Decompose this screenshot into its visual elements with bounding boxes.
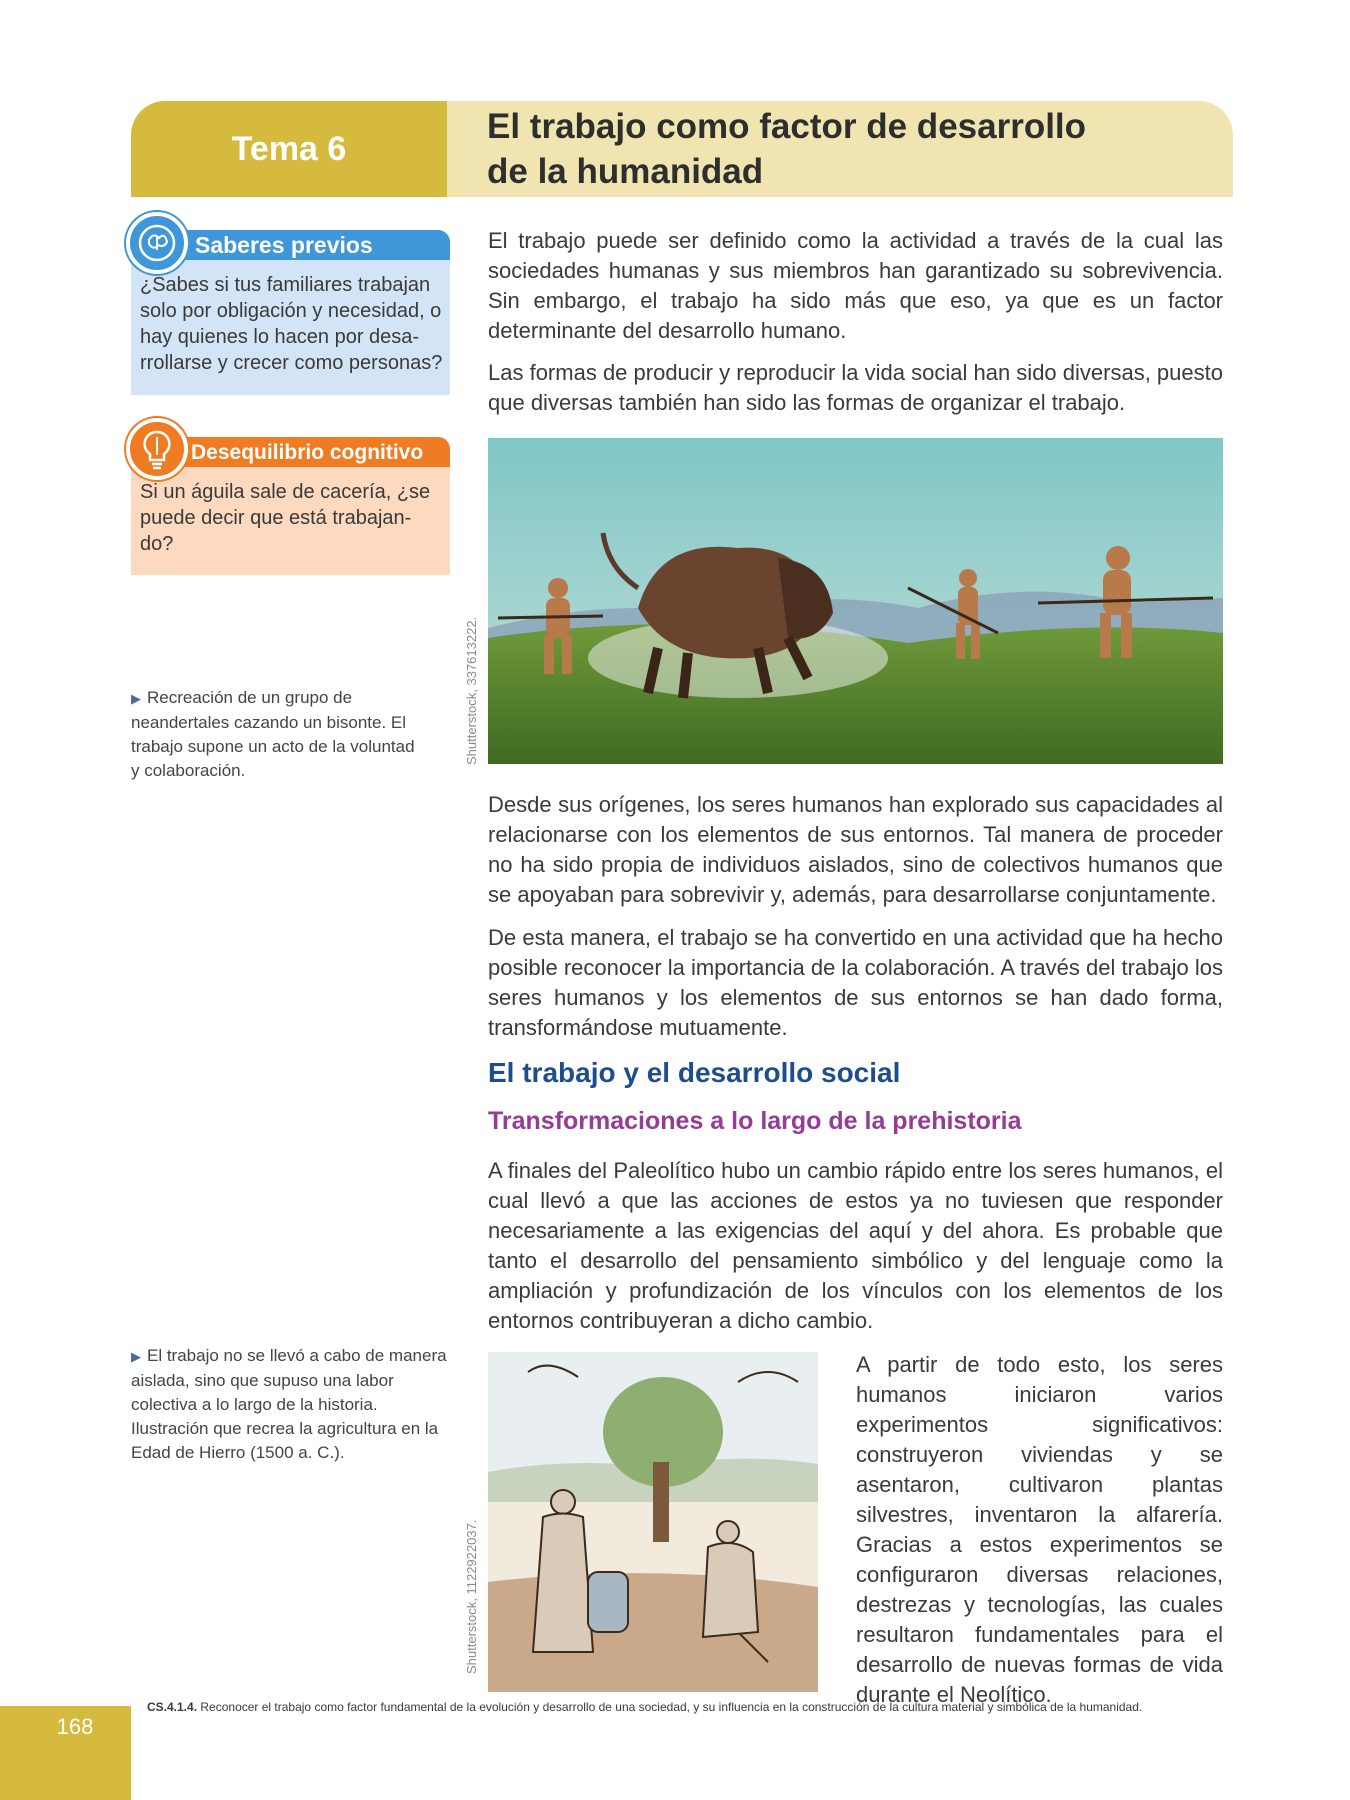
bison-hunt-image (488, 438, 1223, 764)
page-title-line-2: de la humanidad (487, 152, 764, 191)
page-title (487, 104, 1227, 194)
caption-agriculture-text: El trabajo no se llevó a cabo de manera aislada, sino que supuso una labor colectiva a lo largo de la historia. Ilustración que recrea la agricultura en la Edad de Hierro (1500 a. C.). (131, 1346, 447, 1462)
page-number: 168 (56, 1714, 94, 1739)
desequilibrio-cognitivo-text: Si un águila sale de cacería, ¿se puede decir que está trabajan-do? (140, 481, 431, 555)
image-caption-bison (131, 686, 421, 783)
section-subheading: Transformaciones a lo largo de la prehistoria (488, 1107, 1022, 1135)
image-caption-agriculture (131, 1344, 456, 1465)
paragraph-collaboration: De esta manera, el trabajo se ha convertido en una actividad que ha hecho posible reconocer la importancia de la colaboración. A través del trabajo los seres humanos y los elementos de sus entornos se han dado forma, transformándose mutuamente. (488, 925, 1223, 1040)
image-credit-agriculture: Shutterstock, 1122922037. (464, 1519, 479, 1674)
caption-triangle-icon: ▶ (131, 1349, 141, 1364)
lightbulb-brain-icon (126, 418, 188, 480)
curriculum-code: CS.4.1.4. (147, 1700, 198, 1714)
saberes-previos-text: ¿Sabes si tus familiares trabajan solo por obligación y necesidad, o hay quienes lo hacen por desa-rrollarse y crecer como personas? (140, 274, 443, 374)
page-title-line-1: El trabajo como factor de desarrollo (487, 107, 1087, 146)
iron-age-agriculture-image (488, 1352, 818, 1692)
paragraph-forms: Las formas de producir y reproducir la vida social han sido diversas, puesto que diversas también han sido las formas de organizar el trabajo. (488, 360, 1223, 415)
curriculum-note (147, 1700, 1237, 1714)
section-heading: El trabajo y el desarrollo social (488, 1057, 901, 1088)
paragraph-neolithic: A partir de todo esto, los seres humanos iniciaron varios experimentos significativos: construyeron viviendas y se asentaron, cultivaron plantas silvestres, inventaron la alfarería. Gracias a estos experimentos se configuraron diversas relaciones, destrezas y tecnologías, las cuales resultaron fundamentales para el desarrollo de nuevas formas de vida durante el Neolítico. (856, 1352, 1223, 1707)
saberes-previos-title: Saberes previos (175, 230, 450, 260)
desequilibrio-cognitivo-title: Desequilibrio cognitivo (175, 437, 450, 467)
curriculum-text: Reconocer el trabajo como factor fundamental de la evolución y desarrollo de una sociedad, y su influencia en la construcción de la cultura material y simbólica de la humanidad. (200, 1700, 1143, 1714)
image-credit-bison: Shutterstock, 337613222. (464, 616, 479, 765)
tema-label: Tema 6 (231, 129, 347, 168)
paragraph-intro: El trabajo puede ser definido como la actividad a través de la cual las sociedades humanas y sus miembros han garantizado su sobrevivencia. Sin embargo, el trabajo ha sido más que eso, ya que es un factor determinante del desarrollo humano. (488, 228, 1223, 343)
brain-icon (126, 212, 188, 274)
caption-bison-text: Recreación de un grupo de neandertales cazando un bisonte. El trabajo supone un acto de la voluntad y colaboración. (131, 688, 415, 780)
caption-triangle-icon: ▶ (131, 691, 141, 706)
paragraph-origins: Desde sus orígenes, los seres humanos han explorado sus capacidades al relacionarse con los elementos de sus entornos. Tal manera de proceder no ha sido propia de individuos aislados, sino de colectivos humanos que se apoyaban para sobrevivir y, además, para desarrollarse conjuntamente. (488, 792, 1223, 907)
paragraph-paleolithic: A finales del Paleolítico hubo un cambio rápido entre los seres humanos, el cual llevó a que las acciones de estos ya no tuviesen que responder necesariamente a las exigencias del aquí y del ahora. Es probable que tanto el desarrollo del pensamiento simbólico y del lenguaje como la ampliación y profundización de los vínculos con los elementos de los entornos contribuyeran a dicho cambio. (488, 1158, 1223, 1333)
